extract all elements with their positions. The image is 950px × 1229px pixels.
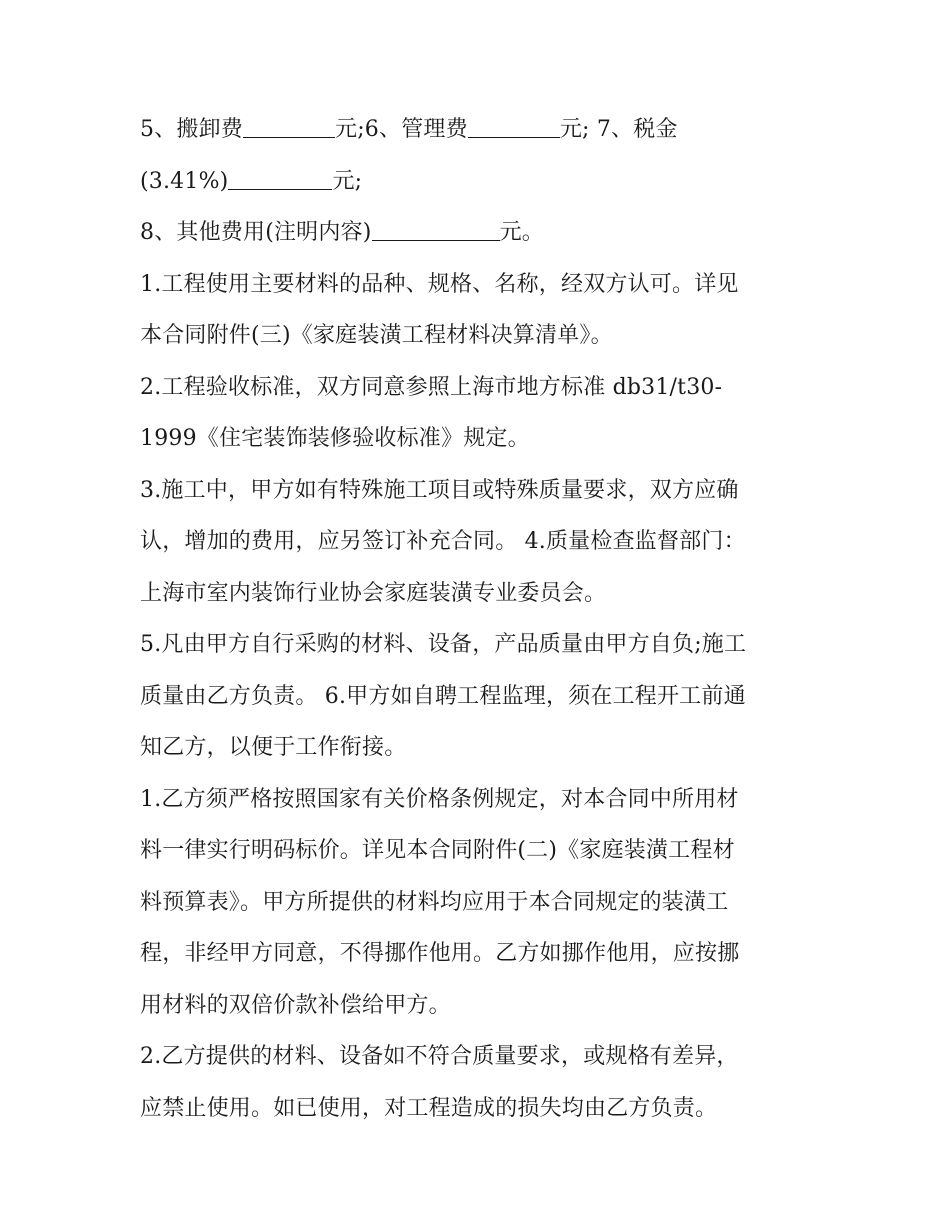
blank-field-management-fee (468, 115, 560, 138)
document-page (140, 104, 820, 1134)
fee-item-5-label: 5、搬卸费 (140, 117, 243, 142)
text-line: 3.施工中，甲方如有特殊施工项目或特殊质量要求，双方应确 (140, 477, 739, 503)
text-line: 料预算表》。甲方所提供的材料均应用于本合同规定的装潢工 (140, 889, 729, 915)
text-line: 1.工程使用主要材料的品种、规格、名称，经双方认可。详见 (140, 271, 739, 297)
blank-field-handling-fee (243, 115, 335, 138)
blank-field-other-fees (372, 218, 500, 241)
fee-item-6-label: 元;6、管理费 (335, 117, 468, 142)
blank-field-tax (228, 167, 332, 190)
fee-item-7-label: 元; 7、税金 (559, 117, 678, 142)
text-line: 1.乙方须严格按照国家有关价格条例规定，对本合同中所用材 (140, 786, 739, 812)
fee-line-3 (140, 207, 820, 259)
text-line: 2.乙方提供的材料、设备如不符合质量要求，或规格有差异， (140, 1044, 739, 1069)
text-line: 程，非经甲方同意，不得挪作他用。乙方如挪作他用，应按挪 (140, 941, 740, 966)
fee-line-1 (140, 104, 820, 156)
text-line: 认，增加的费用，应另签订补充合同。 4.质量检查监督部门： (140, 529, 746, 554)
fee-line-2 (140, 156, 820, 208)
text-line: 用材料的双倍价款补偿给甲方。 (140, 992, 451, 1018)
text-line: 料一律实行明码标价。详见本合同附件(二)《家庭装潢工程材 (140, 838, 735, 863)
text-line: 知乙方，以便于工作衔接。 (140, 735, 407, 760)
text-line: 2.工程验收标准，双方同意参照上海市地方标准 db31/t30- (140, 374, 723, 400)
other-fee-unit-label: 元。 (499, 220, 544, 245)
text-line: 上海市室内装饰行业协会家庭装潢专业委员会。 (140, 580, 607, 606)
text-line: 1999《住宅装饰装修验收标准》规定。 (140, 426, 530, 451)
text-line: 应禁止使用。如已使用，对工程造成的损失均由乙方负责。 (140, 1095, 718, 1121)
text-line: 质量由乙方负责。 6.甲方如自聘工程监理，须在工程开工前通 (140, 683, 746, 709)
text-line: 本合同附件(三)《家庭装潢工程材料决算清单》。 (140, 323, 613, 348)
tax-unit-label: 元; (332, 168, 363, 194)
text-line: 5.凡由甲方自行采购的材料、设备，产品质量由甲方自负;施工 (140, 632, 747, 657)
fee-item-8-label: 8、其他费用(注明内容) (140, 220, 372, 245)
tax-rate-label: (3.41%) (140, 168, 229, 194)
